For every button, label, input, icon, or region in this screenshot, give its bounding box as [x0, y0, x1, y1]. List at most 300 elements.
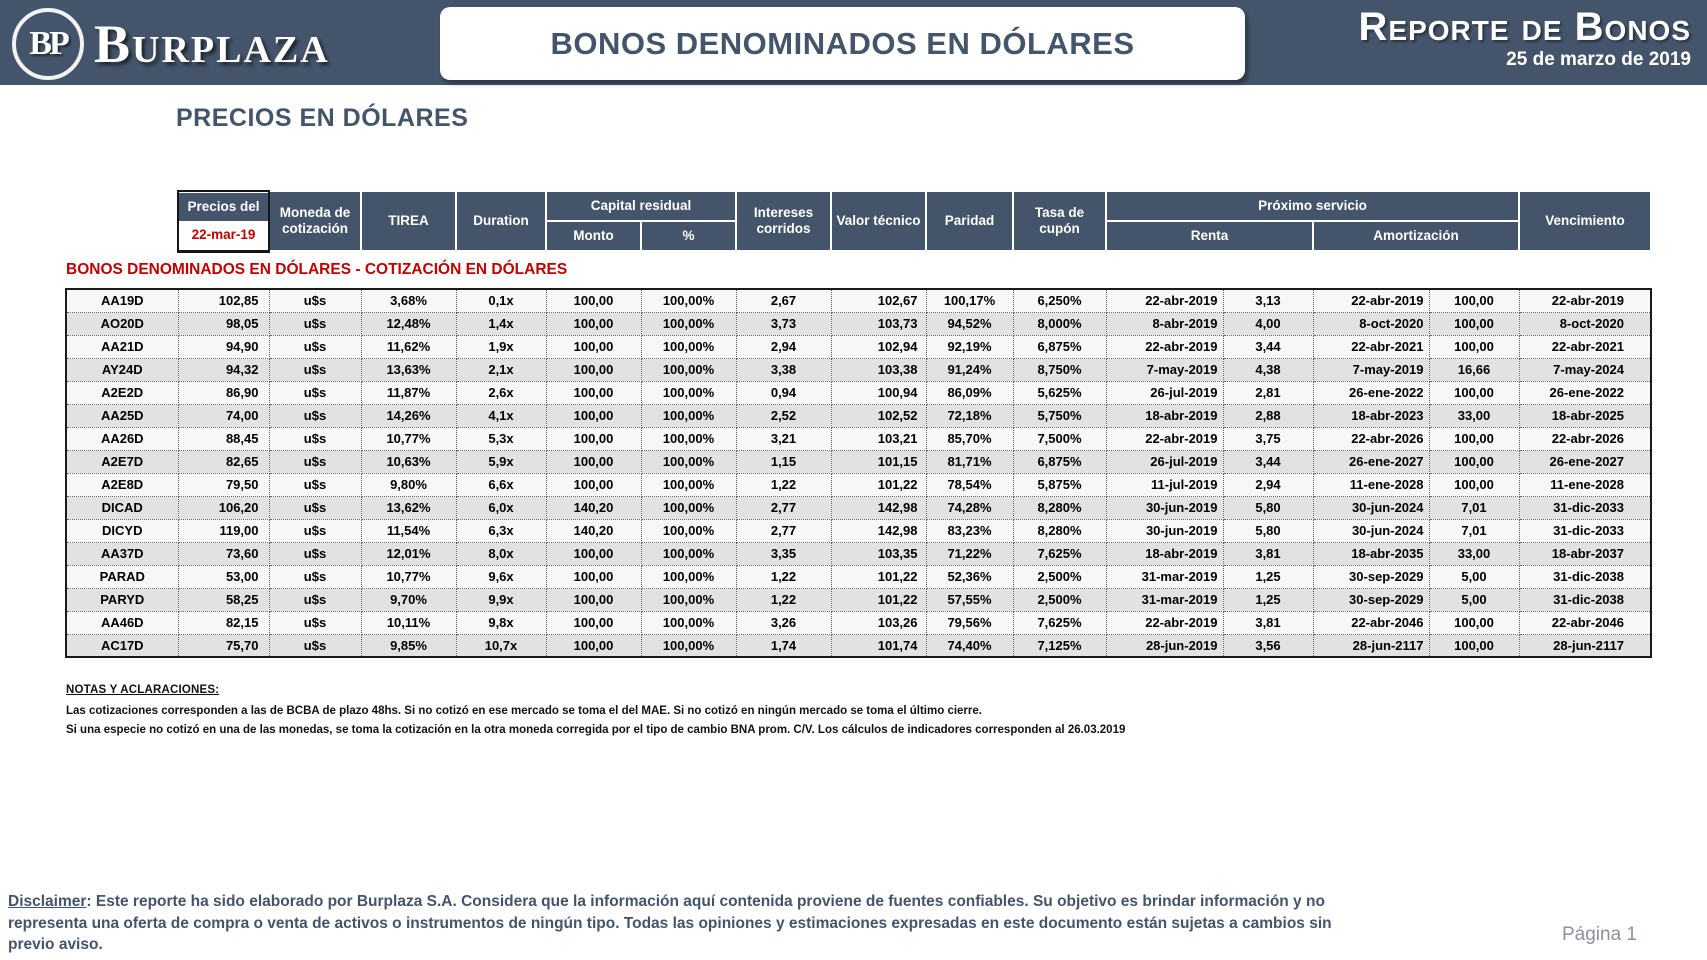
bond-table-body: [66, 289, 1651, 657]
bond-value-cell: 3,68%: [361, 289, 456, 312]
bond-value-cell: u$s: [269, 519, 361, 542]
bond-value-cell: 18-abr-2019: [1106, 542, 1223, 565]
bond-value-cell: u$s: [269, 565, 361, 588]
column-header-monto: Monto: [546, 221, 641, 251]
bond-value-cell: 100,00: [546, 588, 641, 611]
bond-value-cell: 100,00: [1429, 289, 1519, 312]
bond-value-cell: 3,56: [1223, 634, 1313, 657]
bond-value-cell: 2,88: [1223, 404, 1313, 427]
bond-value-cell: 10,77%: [361, 565, 456, 588]
bond-ticker-cell: DICYD: [66, 519, 178, 542]
bond-value-cell: 3,44: [1223, 450, 1313, 473]
bond-value-cell: 2,1x: [456, 358, 546, 381]
bond-value-cell: 14,26%: [361, 404, 456, 427]
bond-ticker-cell: A2E8D: [66, 473, 178, 496]
bond-value-cell: u$s: [269, 427, 361, 450]
bond-value-cell: 88,45: [178, 427, 269, 450]
bond-ticker-cell: AO20D: [66, 312, 178, 335]
bond-value-cell: 140,20: [546, 519, 641, 542]
bond-ticker-cell: DICAD: [66, 496, 178, 519]
bond-value-cell: 142,98: [831, 496, 926, 519]
bond-value-cell: 82,15: [178, 611, 269, 634]
bond-value-cell: 100,00: [546, 450, 641, 473]
bond-value-cell: 74,40%: [926, 634, 1013, 657]
bond-value-cell: 9,6x: [456, 565, 546, 588]
bond-value-cell: 9,80%: [361, 473, 456, 496]
bond-value-cell: 6,875%: [1013, 335, 1106, 358]
bond-value-cell: 22-abr-2019: [1313, 289, 1429, 312]
bond-value-cell: 86,09%: [926, 381, 1013, 404]
bond-value-cell: 57,55%: [926, 588, 1013, 611]
bond-value-cell: 13,63%: [361, 358, 456, 381]
bond-value-cell: u$s: [269, 381, 361, 404]
bond-value-cell: 22-abr-2019: [1106, 611, 1223, 634]
notes-title: NOTAS Y ACLARACIONES:: [66, 684, 220, 696]
bond-value-cell: 100,00%: [641, 588, 736, 611]
bond-value-cell: 100,00: [546, 634, 641, 657]
bond-value-cell: 18-abr-2019: [1106, 404, 1223, 427]
bond-ticker-cell: PARYD: [66, 588, 178, 611]
report-header: [1359, 6, 1691, 71]
bond-value-cell: 2,77: [736, 519, 831, 542]
bond-value-cell: 119,00: [178, 519, 269, 542]
bond-value-cell: 3,26: [736, 611, 831, 634]
bond-value-cell: 8,750%: [1013, 358, 1106, 381]
bond-value-cell: 22-abr-2046: [1313, 611, 1429, 634]
bond-value-cell: 73,60: [178, 542, 269, 565]
bond-value-cell: 11-ene-2028: [1519, 473, 1651, 496]
bond-value-cell: 11-ene-2028: [1313, 473, 1429, 496]
bond-value-cell: 100,00: [1429, 312, 1519, 335]
bond-value-cell: u$s: [269, 450, 361, 473]
column-header-vencimiento: Vencimiento: [1519, 191, 1651, 251]
bond-value-cell: 3,21: [736, 427, 831, 450]
bond-value-cell: 74,00: [178, 404, 269, 427]
bond-value-cell: 5,80: [1223, 496, 1313, 519]
bond-value-cell: 6,0x: [456, 496, 546, 519]
bond-value-cell: 100,00: [546, 358, 641, 381]
column-header-moneda: Moneda de cotización: [269, 191, 361, 251]
bond-value-cell: 8,000%: [1013, 312, 1106, 335]
bond-value-cell: 8,280%: [1013, 496, 1106, 519]
bond-value-cell: 30-jun-2024: [1313, 496, 1429, 519]
bond-value-cell: 11,54%: [361, 519, 456, 542]
bond-value-cell: 103,26: [831, 611, 926, 634]
top-banner: [0, 0, 1707, 88]
bond-value-cell: 100,00: [546, 312, 641, 335]
bond-value-cell: 5,00: [1429, 565, 1519, 588]
bond-value-cell: 7-may-2019: [1106, 358, 1223, 381]
bond-value-cell: u$s: [269, 473, 361, 496]
page-number: Página 1: [1561, 924, 1637, 945]
bond-ticker-cell: A2E2D: [66, 381, 178, 404]
bond-value-cell: 100,00: [1429, 611, 1519, 634]
bond-value-cell: 10,63%: [361, 450, 456, 473]
bond-value-cell: 72,18%: [926, 404, 1013, 427]
bond-value-cell: 100,00%: [641, 289, 736, 312]
table-row: [66, 588, 1651, 611]
bond-value-cell: 86,90: [178, 381, 269, 404]
bond-value-cell: 94,52%: [926, 312, 1013, 335]
bond-value-cell: 100,00%: [641, 542, 736, 565]
bond-value-cell: 102,85: [178, 289, 269, 312]
bond-value-cell: 7-may-2019: [1313, 358, 1429, 381]
bond-value-cell: 100,00%: [641, 565, 736, 588]
bond-value-cell: 102,94: [831, 335, 926, 358]
column-header-proximo-servicio: Próximo servicio: [1106, 191, 1519, 221]
bond-value-cell: 1,22: [736, 473, 831, 496]
bond-value-cell: 22-abr-2019: [1106, 289, 1223, 312]
bond-value-cell: 100,00: [546, 335, 641, 358]
bond-value-cell: 100,00: [546, 542, 641, 565]
bond-value-cell: 33,00: [1429, 542, 1519, 565]
column-header-valor-tecnico: Valor técnico: [831, 191, 926, 251]
bond-value-cell: 100,00%: [641, 634, 736, 657]
bond-value-cell: 100,00: [546, 473, 641, 496]
logo-monogram-icon: BP: [12, 8, 84, 80]
bond-value-cell: 100,00%: [641, 473, 736, 496]
note-line: Las cotizaciones corresponden a las de BCBA de plazo 48hs. Si no cotizó en ese mercado se toma el del MAE. Si no cotizó en ningún mercado se toma el último cierre.: [66, 705, 982, 717]
bond-value-cell: 2,6x: [456, 381, 546, 404]
bond-value-cell: 5,80: [1223, 519, 1313, 542]
bond-value-cell: 79,56%: [926, 611, 1013, 634]
bond-value-cell: u$s: [269, 312, 361, 335]
bond-value-cell: 100,00%: [641, 611, 736, 634]
bond-value-cell: 101,22: [831, 473, 926, 496]
column-header-pct: %: [641, 221, 736, 251]
bond-value-cell: 31-dic-2033: [1519, 519, 1651, 542]
table-row: [66, 611, 1651, 634]
bond-value-cell: 18-abr-2037: [1519, 542, 1651, 565]
disclaimer: [8, 891, 1363, 956]
bond-value-cell: 100,00: [546, 611, 641, 634]
bond-value-cell: 5,00: [1429, 588, 1519, 611]
bond-ticker-cell: AY24D: [66, 358, 178, 381]
bond-value-cell: 3,81: [1223, 611, 1313, 634]
bond-value-cell: 10,77%: [361, 427, 456, 450]
bond-value-cell: 7,625%: [1013, 611, 1106, 634]
bond-value-cell: 103,21: [831, 427, 926, 450]
bond-ticker-cell: PARAD: [66, 565, 178, 588]
bond-value-cell: 0,94: [736, 381, 831, 404]
table-row: [66, 289, 1651, 312]
bond-value-cell: 85,70%: [926, 427, 1013, 450]
bond-value-cell: 1,74: [736, 634, 831, 657]
bond-ticker-cell: AC17D: [66, 634, 178, 657]
bond-ticker-cell: AA25D: [66, 404, 178, 427]
bond-value-cell: 26-ene-2022: [1313, 381, 1429, 404]
table-row: [66, 634, 1651, 657]
bond-value-cell: 100,00: [1429, 634, 1519, 657]
bond-value-cell: 100,00: [546, 381, 641, 404]
bond-value-cell: 5,625%: [1013, 381, 1106, 404]
bond-value-cell: 31-dic-2038: [1519, 588, 1651, 611]
bond-value-cell: 2,500%: [1013, 588, 1106, 611]
bond-value-cell: 100,00%: [641, 427, 736, 450]
table-row: [66, 519, 1651, 542]
table-row: [66, 473, 1651, 496]
bond-value-cell: 1,4x: [456, 312, 546, 335]
bond-value-cell: 11-jul-2019: [1106, 473, 1223, 496]
bond-value-cell: 26-jul-2019: [1106, 450, 1223, 473]
bond-value-cell: 6,6x: [456, 473, 546, 496]
bond-value-cell: 100,00%: [641, 404, 736, 427]
disclaimer-label: Disclaimer: [8, 892, 87, 910]
bond-value-cell: 18-abr-2025: [1519, 404, 1651, 427]
bond-value-cell: 103,73: [831, 312, 926, 335]
column-header-tirea: TIREA: [361, 191, 456, 251]
bond-value-cell: 22-abr-2026: [1519, 427, 1651, 450]
bond-value-cell: 52,36%: [926, 565, 1013, 588]
bond-value-cell: 98,05: [178, 312, 269, 335]
bond-value-cell: 100,00: [546, 404, 641, 427]
bond-value-cell: 22-abr-2046: [1519, 611, 1651, 634]
bond-value-cell: 4,38: [1223, 358, 1313, 381]
logo-wordmark: Burplaza: [94, 14, 330, 74]
document-title: BONOS DENOMINADOS EN DÓLARES: [550, 25, 1135, 61]
bond-value-cell: 81,71%: [926, 450, 1013, 473]
precios-fecha-label: 22-mar-19: [179, 221, 268, 249]
bond-value-cell: 1,22: [736, 565, 831, 588]
bond-value-cell: 103,35: [831, 542, 926, 565]
bond-value-cell: 30-jun-2024: [1313, 519, 1429, 542]
bond-value-cell: 2,94: [736, 335, 831, 358]
bond-value-cell: 100,17%: [926, 289, 1013, 312]
bond-ticker-cell: AA19D: [66, 289, 178, 312]
bond-value-cell: 101,74: [831, 634, 926, 657]
bond-value-cell: 22-abr-2019: [1519, 289, 1651, 312]
table-row: [66, 335, 1651, 358]
bond-value-cell: 2,81: [1223, 381, 1313, 404]
bond-value-cell: 58,25: [178, 588, 269, 611]
section-heading: PRECIOS EN DÓLARES: [176, 104, 469, 132]
bond-value-cell: 106,20: [178, 496, 269, 519]
bond-ticker-cell: AA46D: [66, 611, 178, 634]
bond-value-cell: 7-may-2024: [1519, 358, 1651, 381]
bond-value-cell: 28-jun-2117: [1519, 634, 1651, 657]
bond-ticker-cell: AA37D: [66, 542, 178, 565]
bond-value-cell: u$s: [269, 588, 361, 611]
bond-value-cell: 11,62%: [361, 335, 456, 358]
bond-value-cell: 100,00: [1429, 381, 1519, 404]
bond-value-cell: 31-dic-2033: [1519, 496, 1651, 519]
bond-value-cell: 7,01: [1429, 496, 1519, 519]
bond-value-cell: 140,20: [546, 496, 641, 519]
bond-value-cell: 31-mar-2019: [1106, 565, 1223, 588]
bond-value-cell: 53,00: [178, 565, 269, 588]
table-row: [66, 381, 1651, 404]
bond-value-cell: 100,00: [546, 565, 641, 588]
table-row: [66, 542, 1651, 565]
bond-value-cell: u$s: [269, 611, 361, 634]
bond-value-cell: 83,23%: [926, 519, 1013, 542]
report-title: Reporte de Bonos: [1358, 5, 1691, 49]
bond-value-cell: u$s: [269, 404, 361, 427]
bond-value-cell: 9,9x: [456, 588, 546, 611]
bond-value-cell: 100,00: [1429, 427, 1519, 450]
bond-value-cell: 100,00: [1429, 335, 1519, 358]
bond-value-cell: 1,22: [736, 588, 831, 611]
column-header-duration: Duration: [456, 191, 546, 251]
bond-value-cell: 28-jun-2019: [1106, 634, 1223, 657]
bond-value-cell: 2,77: [736, 496, 831, 519]
bond-value-cell: 26-ene-2027: [1519, 450, 1651, 473]
bond-value-cell: 22-abr-2021: [1519, 335, 1651, 358]
bond-value-cell: 26-ene-2027: [1313, 450, 1429, 473]
bond-value-cell: 12,01%: [361, 542, 456, 565]
column-header-paridad: Paridad: [926, 191, 1013, 251]
bond-value-cell: 102,67: [831, 289, 926, 312]
column-header-tasa-cupon: Tasa de cupón: [1013, 191, 1106, 251]
bond-value-cell: 26-jul-2019: [1106, 381, 1223, 404]
table-row: [66, 358, 1651, 381]
bond-value-cell: 101,22: [831, 588, 926, 611]
bond-value-cell: 6,875%: [1013, 450, 1106, 473]
column-header-renta: Renta: [1106, 221, 1313, 251]
bond-value-cell: 1,25: [1223, 588, 1313, 611]
bond-value-cell: 82,65: [178, 450, 269, 473]
bond-value-cell: 5,9x: [456, 450, 546, 473]
bond-value-cell: 8,280%: [1013, 519, 1106, 542]
bond-value-cell: 3,38: [736, 358, 831, 381]
bond-value-cell: 100,00: [546, 427, 641, 450]
document-title-box: [440, 7, 1245, 80]
bond-value-cell: 8,0x: [456, 542, 546, 565]
bond-value-cell: 94,90: [178, 335, 269, 358]
bond-value-cell: 26-ene-2022: [1519, 381, 1651, 404]
bond-table-column-headers: [177, 190, 1652, 253]
bond-value-cell: 4,00: [1223, 312, 1313, 335]
bond-value-cell: 5,875%: [1013, 473, 1106, 496]
bond-value-cell: 100,00%: [641, 312, 736, 335]
bond-value-cell: 9,70%: [361, 588, 456, 611]
bond-value-cell: u$s: [269, 496, 361, 519]
bond-value-cell: 33,00: [1429, 404, 1519, 427]
bond-value-cell: 142,98: [831, 519, 926, 542]
bond-value-cell: 100,00: [1429, 450, 1519, 473]
bond-value-cell: 6,3x: [456, 519, 546, 542]
bond-value-cell: 79,50: [178, 473, 269, 496]
bond-value-cell: 9,8x: [456, 611, 546, 634]
bond-value-cell: u$s: [269, 634, 361, 657]
bond-value-cell: 74,28%: [926, 496, 1013, 519]
bond-value-cell: 30-jun-2019: [1106, 519, 1223, 542]
bond-value-cell: 18-abr-2023: [1313, 404, 1429, 427]
bond-value-cell: 22-abr-2019: [1106, 335, 1223, 358]
bond-value-cell: 78,54%: [926, 473, 1013, 496]
bond-value-cell: 8-abr-2019: [1106, 312, 1223, 335]
bond-value-cell: 100,00%: [641, 496, 736, 519]
bond-value-cell: 100,00%: [641, 450, 736, 473]
bond-value-cell: u$s: [269, 289, 361, 312]
bond-table: [65, 288, 1652, 658]
bond-value-cell: 2,67: [736, 289, 831, 312]
bond-value-cell: 100,00: [1429, 473, 1519, 496]
bond-value-cell: 3,13: [1223, 289, 1313, 312]
table-row: [66, 312, 1651, 335]
column-header-intereses-corridos: Intereses corridos: [736, 191, 831, 251]
bond-value-cell: u$s: [269, 335, 361, 358]
bond-value-cell: 22-abr-2021: [1313, 335, 1429, 358]
bond-value-cell: 8-oct-2020: [1519, 312, 1651, 335]
disclaimer-text: : Este reporte ha sido elaborado por Burplaza S.A. Considera que la información aquí contenida proviene de fuentes confiables. Su objetivo es brindar información y no representa una oferta de compra o venta de activos o instrumentos de ningún tipo. Todas las opiniones y estimaciones expresadas en este documento están sujetas a cambios sin previo aviso.: [8, 892, 1332, 954]
bond-value-cell: 7,125%: [1013, 634, 1106, 657]
bond-value-cell: 18-abr-2035: [1313, 542, 1429, 565]
bond-value-cell: u$s: [269, 542, 361, 565]
bond-value-cell: 91,24%: [926, 358, 1013, 381]
bond-value-cell: 1,25: [1223, 565, 1313, 588]
bond-value-cell: 6,250%: [1013, 289, 1106, 312]
bond-value-cell: 16,66: [1429, 358, 1519, 381]
bond-value-cell: 31-mar-2019: [1106, 588, 1223, 611]
bond-value-cell: 13,62%: [361, 496, 456, 519]
bond-value-cell: 7,500%: [1013, 427, 1106, 450]
bond-value-cell: 100,00%: [641, 381, 736, 404]
bond-value-cell: 28-jun-2117: [1313, 634, 1429, 657]
bond-value-cell: 3,35: [736, 542, 831, 565]
bond-value-cell: 10,11%: [361, 611, 456, 634]
bond-value-cell: 9,85%: [361, 634, 456, 657]
bond-value-cell: 30-sep-2029: [1313, 565, 1429, 588]
bond-ticker-cell: AA26D: [66, 427, 178, 450]
bond-value-cell: 92,19%: [926, 335, 1013, 358]
bond-value-cell: 2,52: [736, 404, 831, 427]
bond-value-cell: 7,01: [1429, 519, 1519, 542]
bond-ticker-cell: A2E7D: [66, 450, 178, 473]
bond-value-cell: 4,1x: [456, 404, 546, 427]
bond-value-cell: 100,00%: [641, 335, 736, 358]
column-header-capital-residual: Capital residual: [546, 191, 736, 221]
bond-value-cell: 100,00%: [641, 358, 736, 381]
precios-del-label: Precios del: [179, 193, 268, 221]
column-header-amortizacion: Amortización: [1313, 221, 1519, 251]
bond-value-cell: 100,00%: [641, 519, 736, 542]
bond-value-cell: 102,52: [831, 404, 926, 427]
table-row: [66, 496, 1651, 519]
table-row: [66, 404, 1651, 427]
bond-value-cell: 8-oct-2020: [1313, 312, 1429, 335]
note-line: Si una especie no cotizó en una de las monedas, se toma la cotización en la otra moneda corregida por el tipo de cambio BNA prom. C/V. Los cálculos de indicadores corresponden al 26.03.2019: [66, 724, 1126, 736]
bond-value-cell: 7,625%: [1013, 542, 1106, 565]
bond-value-cell: 31-dic-2038: [1519, 565, 1651, 588]
bond-value-cell: 3,73: [736, 312, 831, 335]
bond-value-cell: 30-sep-2029: [1313, 588, 1429, 611]
bond-value-cell: 3,44: [1223, 335, 1313, 358]
bond-value-cell: 11,87%: [361, 381, 456, 404]
column-header-precios: [178, 191, 269, 251]
table-row: [66, 565, 1651, 588]
bond-value-cell: 94,32: [178, 358, 269, 381]
bond-value-cell: 101,15: [831, 450, 926, 473]
bond-value-cell: 3,75: [1223, 427, 1313, 450]
bond-value-cell: 75,70: [178, 634, 269, 657]
bond-value-cell: 22-abr-2019: [1106, 427, 1223, 450]
bond-value-cell: 101,22: [831, 565, 926, 588]
bond-value-cell: u$s: [269, 358, 361, 381]
bond-value-cell: 10,7x: [456, 634, 546, 657]
bond-value-cell: 5,750%: [1013, 404, 1106, 427]
table-section-title: BONOS DENOMINADOS EN DÓLARES - COTIZACIÓN EN DÓLARES: [66, 261, 568, 278]
bond-value-cell: 12,48%: [361, 312, 456, 335]
table-row: [66, 450, 1651, 473]
table-row: [66, 427, 1651, 450]
bond-value-cell: 103,38: [831, 358, 926, 381]
bond-ticker-cell: AA21D: [66, 335, 178, 358]
bond-value-cell: 100,00: [546, 289, 641, 312]
company-logo: [12, 5, 330, 83]
bond-value-cell: 30-jun-2019: [1106, 496, 1223, 519]
bond-value-cell: 2,94: [1223, 473, 1313, 496]
